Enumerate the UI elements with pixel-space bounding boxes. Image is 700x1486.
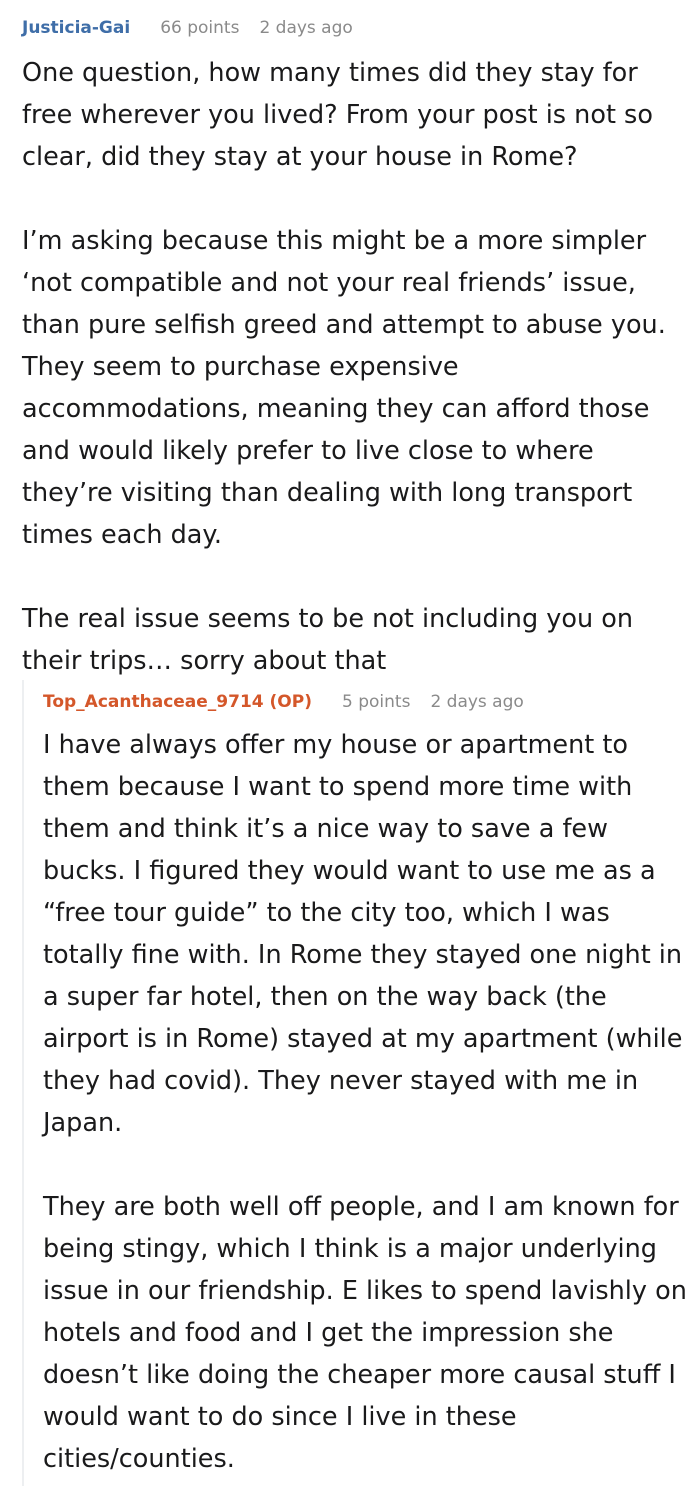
comment-paragraph: One question, how many times did they stay for free wherever you lived? From your post is not so clear, did they stay at your house in Rome? (22, 58, 653, 172)
reply-meta (43, 692, 544, 718)
comment-meta (22, 18, 373, 44)
reply-paragraph: I have always offer my house or apartment to them because I want to spend more time with them and think it’s a nice way to save a few bucks. I figured they would want to use me as a “free tour guide” to the city too, which I was totally fine with. In Rome they stayed one night in a super far hotel, then on the way back (the airport is in Rome) stayed at my apartment (while they had covid). They never stayed with me in Japan. (43, 730, 683, 1138)
reply-body (43, 724, 693, 1480)
reply-timestamp[interactable]: 2 days ago (430, 692, 524, 712)
reply-paragraph: They are both well off people, and I am known for being stingy, which I think is a major underlying issue in our friendship. E likes to spend lavishly on hotels and food and I get the impression she doesn’t like doing the cheaper more causal stuff I would want to do since I live in these cities/counties. (43, 1192, 687, 1474)
comment-body (22, 52, 690, 682)
comment-paragraph: The real issue seems to be not including you on their trips… sorry about that (22, 604, 633, 676)
reply-author-link[interactable]: Top_Acanthaceae_9714 (OP) (43, 692, 312, 712)
reply-points: 5 points (342, 692, 411, 712)
comment-author-link[interactable]: Justicia-Gai (22, 18, 131, 38)
reply-thread-line[interactable] (22, 680, 24, 1486)
comment-points: 66 points (160, 18, 240, 38)
comment-paragraph: I’m asking because this might be a more simpler ‘not compatible and not your real friends’ issue, than pure selfish greed and attempt to abuse you. They seem to purchase expensive accommodations, meaning they can afford those and would likely prefer to live close to where they’re visiting than dealing with long transport times each day. (22, 226, 666, 550)
comment-timestamp[interactable]: 2 days ago (259, 18, 353, 38)
